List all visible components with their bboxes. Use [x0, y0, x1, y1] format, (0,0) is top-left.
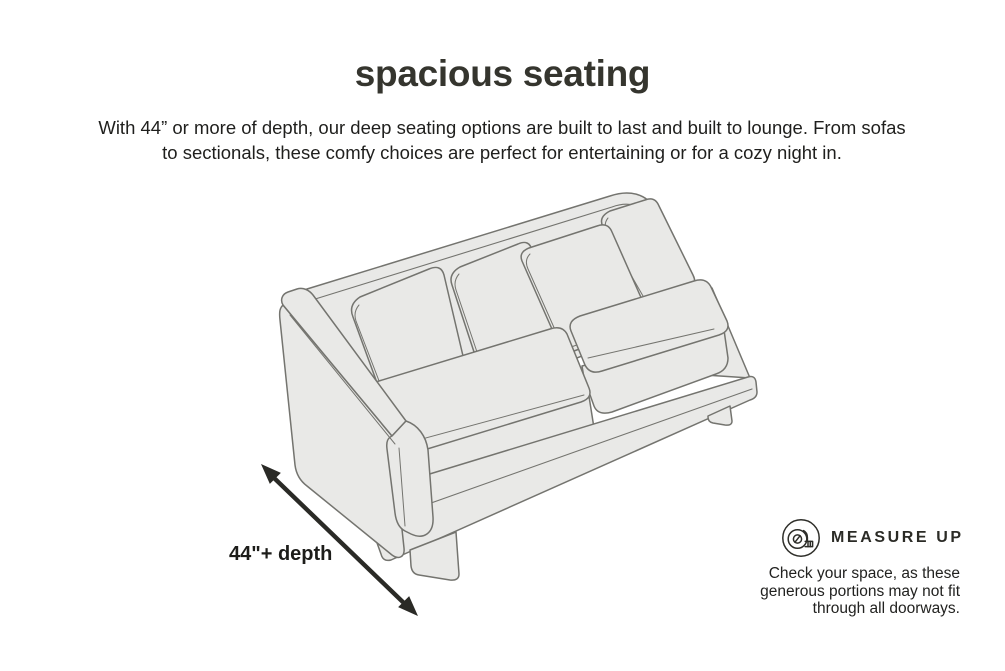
measure-up-note: Check your space, as these generous portions may not fit through all doorways.: [760, 565, 960, 617]
page-title: spacious seating: [354, 53, 651, 94]
page-description: With 44” or more of depth, our deep seating options are built to last and built to lounge. From sofas to sectionals, these comfy choices are perfect for entertaining or for a cozy night in.: [98, 117, 906, 163]
measure-up-callout: [751, 518, 964, 618]
sofa-illustration: [280, 193, 757, 580]
measure-up-title: MEASURE UP: [831, 529, 964, 546]
depth-dimension-label: 44"+ depth: [229, 543, 333, 565]
tape-measure-icon: [781, 518, 821, 558]
measure-up-header: [751, 518, 964, 558]
